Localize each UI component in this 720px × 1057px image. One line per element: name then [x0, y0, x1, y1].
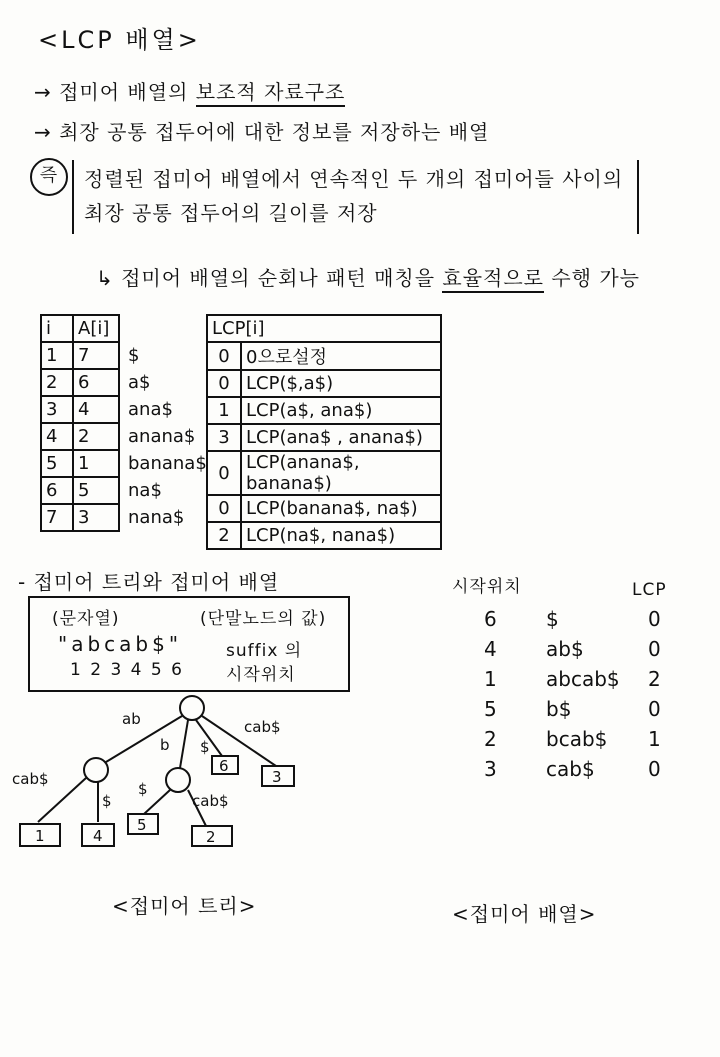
- line-4: [96, 262, 640, 291]
- lcp-table: [206, 314, 442, 550]
- cell-lcp-value: 3: [207, 424, 241, 451]
- cell-lcp-value: 2: [207, 522, 241, 549]
- array-suffix: cab$: [546, 757, 595, 781]
- page-title: <LCP 배열>: [38, 26, 201, 54]
- header-lcp: LCP[i]: [207, 315, 441, 342]
- edge-label-ab: ab: [122, 710, 141, 728]
- cell-suffix: banana$: [128, 453, 207, 474]
- leaf-label-5: 5: [137, 816, 147, 834]
- leaf-label-4: 4: [93, 827, 103, 845]
- cell-lcp-expr: LCP(anana$, banana$): [241, 451, 441, 495]
- suffix-array-table: [40, 314, 224, 532]
- header-i: i: [41, 315, 73, 342]
- leaf-label-3: 3: [272, 768, 282, 786]
- edge-label-cab-root: cab$: [244, 718, 281, 736]
- box-right-line-2: 시작위치: [226, 665, 296, 685]
- cell-lcp-expr: LCP(na$, nana$): [241, 522, 441, 549]
- line-4-suffix: 수행 가능: [551, 266, 640, 290]
- cell-i: 6: [41, 477, 73, 504]
- table-row: [41, 450, 223, 477]
- circled-marker: [30, 158, 68, 196]
- cell-lcp-expr: LCP($,a$): [241, 370, 441, 397]
- cell-lcp-expr: LCP(ana$ , anana$): [241, 424, 441, 451]
- cell-suffix: anana$: [128, 426, 196, 447]
- array-lcp: 0: [648, 757, 661, 781]
- definition-line-2: 최장 공통 접두어의 길이를 저장: [84, 201, 378, 225]
- array-suffix-column: [546, 604, 620, 784]
- cell-a: 6: [73, 369, 119, 396]
- cell-a: 3: [73, 504, 119, 531]
- cell-suffix: na$: [128, 480, 162, 501]
- cell-lcp-value: 1: [207, 397, 241, 424]
- definition-bracket: [72, 160, 639, 234]
- cell-a: 2: [73, 423, 119, 450]
- definition-line-1: 정렬된 접미어 배열에서 연속적인 두 개의 접미어들 사이의: [84, 167, 624, 191]
- cell-lcp-expr: 0으로설정: [241, 342, 441, 370]
- table-row: [207, 397, 441, 424]
- cell-a: 1: [73, 450, 119, 477]
- table-header-row: [207, 315, 441, 342]
- cell-a: 4: [73, 396, 119, 423]
- array-lcp: 0: [648, 637, 661, 661]
- section-2-heading: - 접미어 트리와 접미어 배열: [18, 570, 280, 594]
- array-header-start: 시작위치: [452, 577, 522, 597]
- table-row: [207, 370, 441, 397]
- table-row: [207, 495, 441, 522]
- table-row: [41, 504, 223, 531]
- edge-label-dollar-left: $: [102, 792, 112, 810]
- array-lcp: 0: [648, 697, 661, 721]
- array-lcp: 0: [648, 607, 661, 631]
- edge-label-b: b: [160, 736, 170, 754]
- cell-i: 4: [41, 423, 73, 450]
- box-string: "abcab$": [58, 632, 183, 656]
- box-positions: 1 2 3 4 5 6: [70, 660, 184, 680]
- box-right-line-1: suffix 의: [226, 641, 303, 661]
- suffix-tree-diagram: [0, 690, 360, 860]
- edge-label-dollar-mid: $: [138, 780, 148, 798]
- cell-i: 7: [41, 504, 73, 531]
- array-lcp-column: [648, 604, 661, 784]
- array-lcp: 2: [648, 667, 661, 691]
- line-1-underlined: 보조적 자료구조: [196, 80, 346, 107]
- cell-i: 1: [41, 342, 73, 369]
- line-1: [34, 76, 345, 105]
- cell-i: 5: [41, 450, 73, 477]
- line-1-prefix: → 접미어 배열의: [34, 80, 189, 104]
- leaf-label-2: 2: [206, 828, 216, 846]
- cell-suffix: ana$: [128, 399, 173, 420]
- table-row: [207, 424, 441, 451]
- table-row: [41, 423, 223, 450]
- edge-label-dollar: $: [200, 738, 210, 756]
- array-pos: 3: [484, 757, 497, 781]
- array-pos: 6: [484, 607, 497, 631]
- array-suffix: ab$: [546, 637, 584, 661]
- leaf-label-1: 1: [35, 827, 45, 845]
- table-row: [207, 451, 441, 495]
- cell-a: 5: [73, 477, 119, 504]
- array-pos: 5: [484, 697, 497, 721]
- cell-suffix: nana$: [128, 507, 185, 528]
- edge-label-cab-mid: cab$: [192, 792, 229, 810]
- cell-lcp-value: 0: [207, 370, 241, 397]
- edge-label-cab-left: cab$: [12, 770, 49, 788]
- cell-suffix: a$: [128, 372, 151, 393]
- tree-caption: <접미어 트리>: [112, 894, 257, 918]
- array-header-lcp: LCP: [632, 580, 667, 600]
- array-caption: <접미어 배열>: [452, 902, 597, 926]
- table-row: [41, 342, 223, 369]
- table-row: [41, 396, 223, 423]
- table-row: [207, 522, 441, 549]
- string-info-box: [28, 596, 350, 692]
- cell-i: 3: [41, 396, 73, 423]
- table-row: [41, 477, 223, 504]
- array-lcp: 1: [648, 727, 661, 751]
- tree-root-node: [180, 696, 204, 720]
- line-2: → 최장 공통 접두어에 대한 정보를 저장하는 배열: [34, 120, 490, 144]
- circled-char: 즉: [30, 158, 68, 196]
- cell-lcp-expr: LCP(banana$, na$): [241, 495, 441, 522]
- cell-a: 7: [73, 342, 119, 369]
- header-a: A[i]: [73, 315, 119, 342]
- cell-lcp-expr: LCP(a$, ana$): [241, 397, 441, 424]
- cell-lcp-value: 0: [207, 342, 241, 370]
- tree-internal-node-ab: [84, 758, 108, 782]
- array-suffix: b$: [546, 697, 572, 721]
- tree-internal-node-b: [166, 768, 190, 792]
- array-suffix: $: [546, 607, 559, 631]
- array-suffix: bcab$: [546, 727, 608, 751]
- line-4-prefix: ↳ 접미어 배열의 순회나 패턴 매칭을: [96, 266, 436, 290]
- box-right-label: (단말노드의 값): [200, 609, 327, 629]
- array-suffix: abcab$: [546, 667, 620, 691]
- cell-lcp-value: 0: [207, 495, 241, 522]
- table-row: [41, 369, 223, 396]
- table-row: [207, 342, 441, 370]
- cell-suffix: $: [128, 345, 140, 366]
- leaf-label-6: 6: [219, 757, 229, 775]
- cell-i: 2: [41, 369, 73, 396]
- cell-lcp-value: 0: [207, 451, 241, 495]
- table-header-row: [41, 315, 223, 342]
- array-pos: 4: [484, 637, 497, 661]
- array-positions-column: [484, 604, 497, 784]
- array-pos: 2: [484, 727, 497, 751]
- array-pos: 1: [484, 667, 497, 691]
- box-left-label: (문자열): [52, 609, 120, 629]
- line-4-underlined: 효율적으로: [442, 266, 544, 293]
